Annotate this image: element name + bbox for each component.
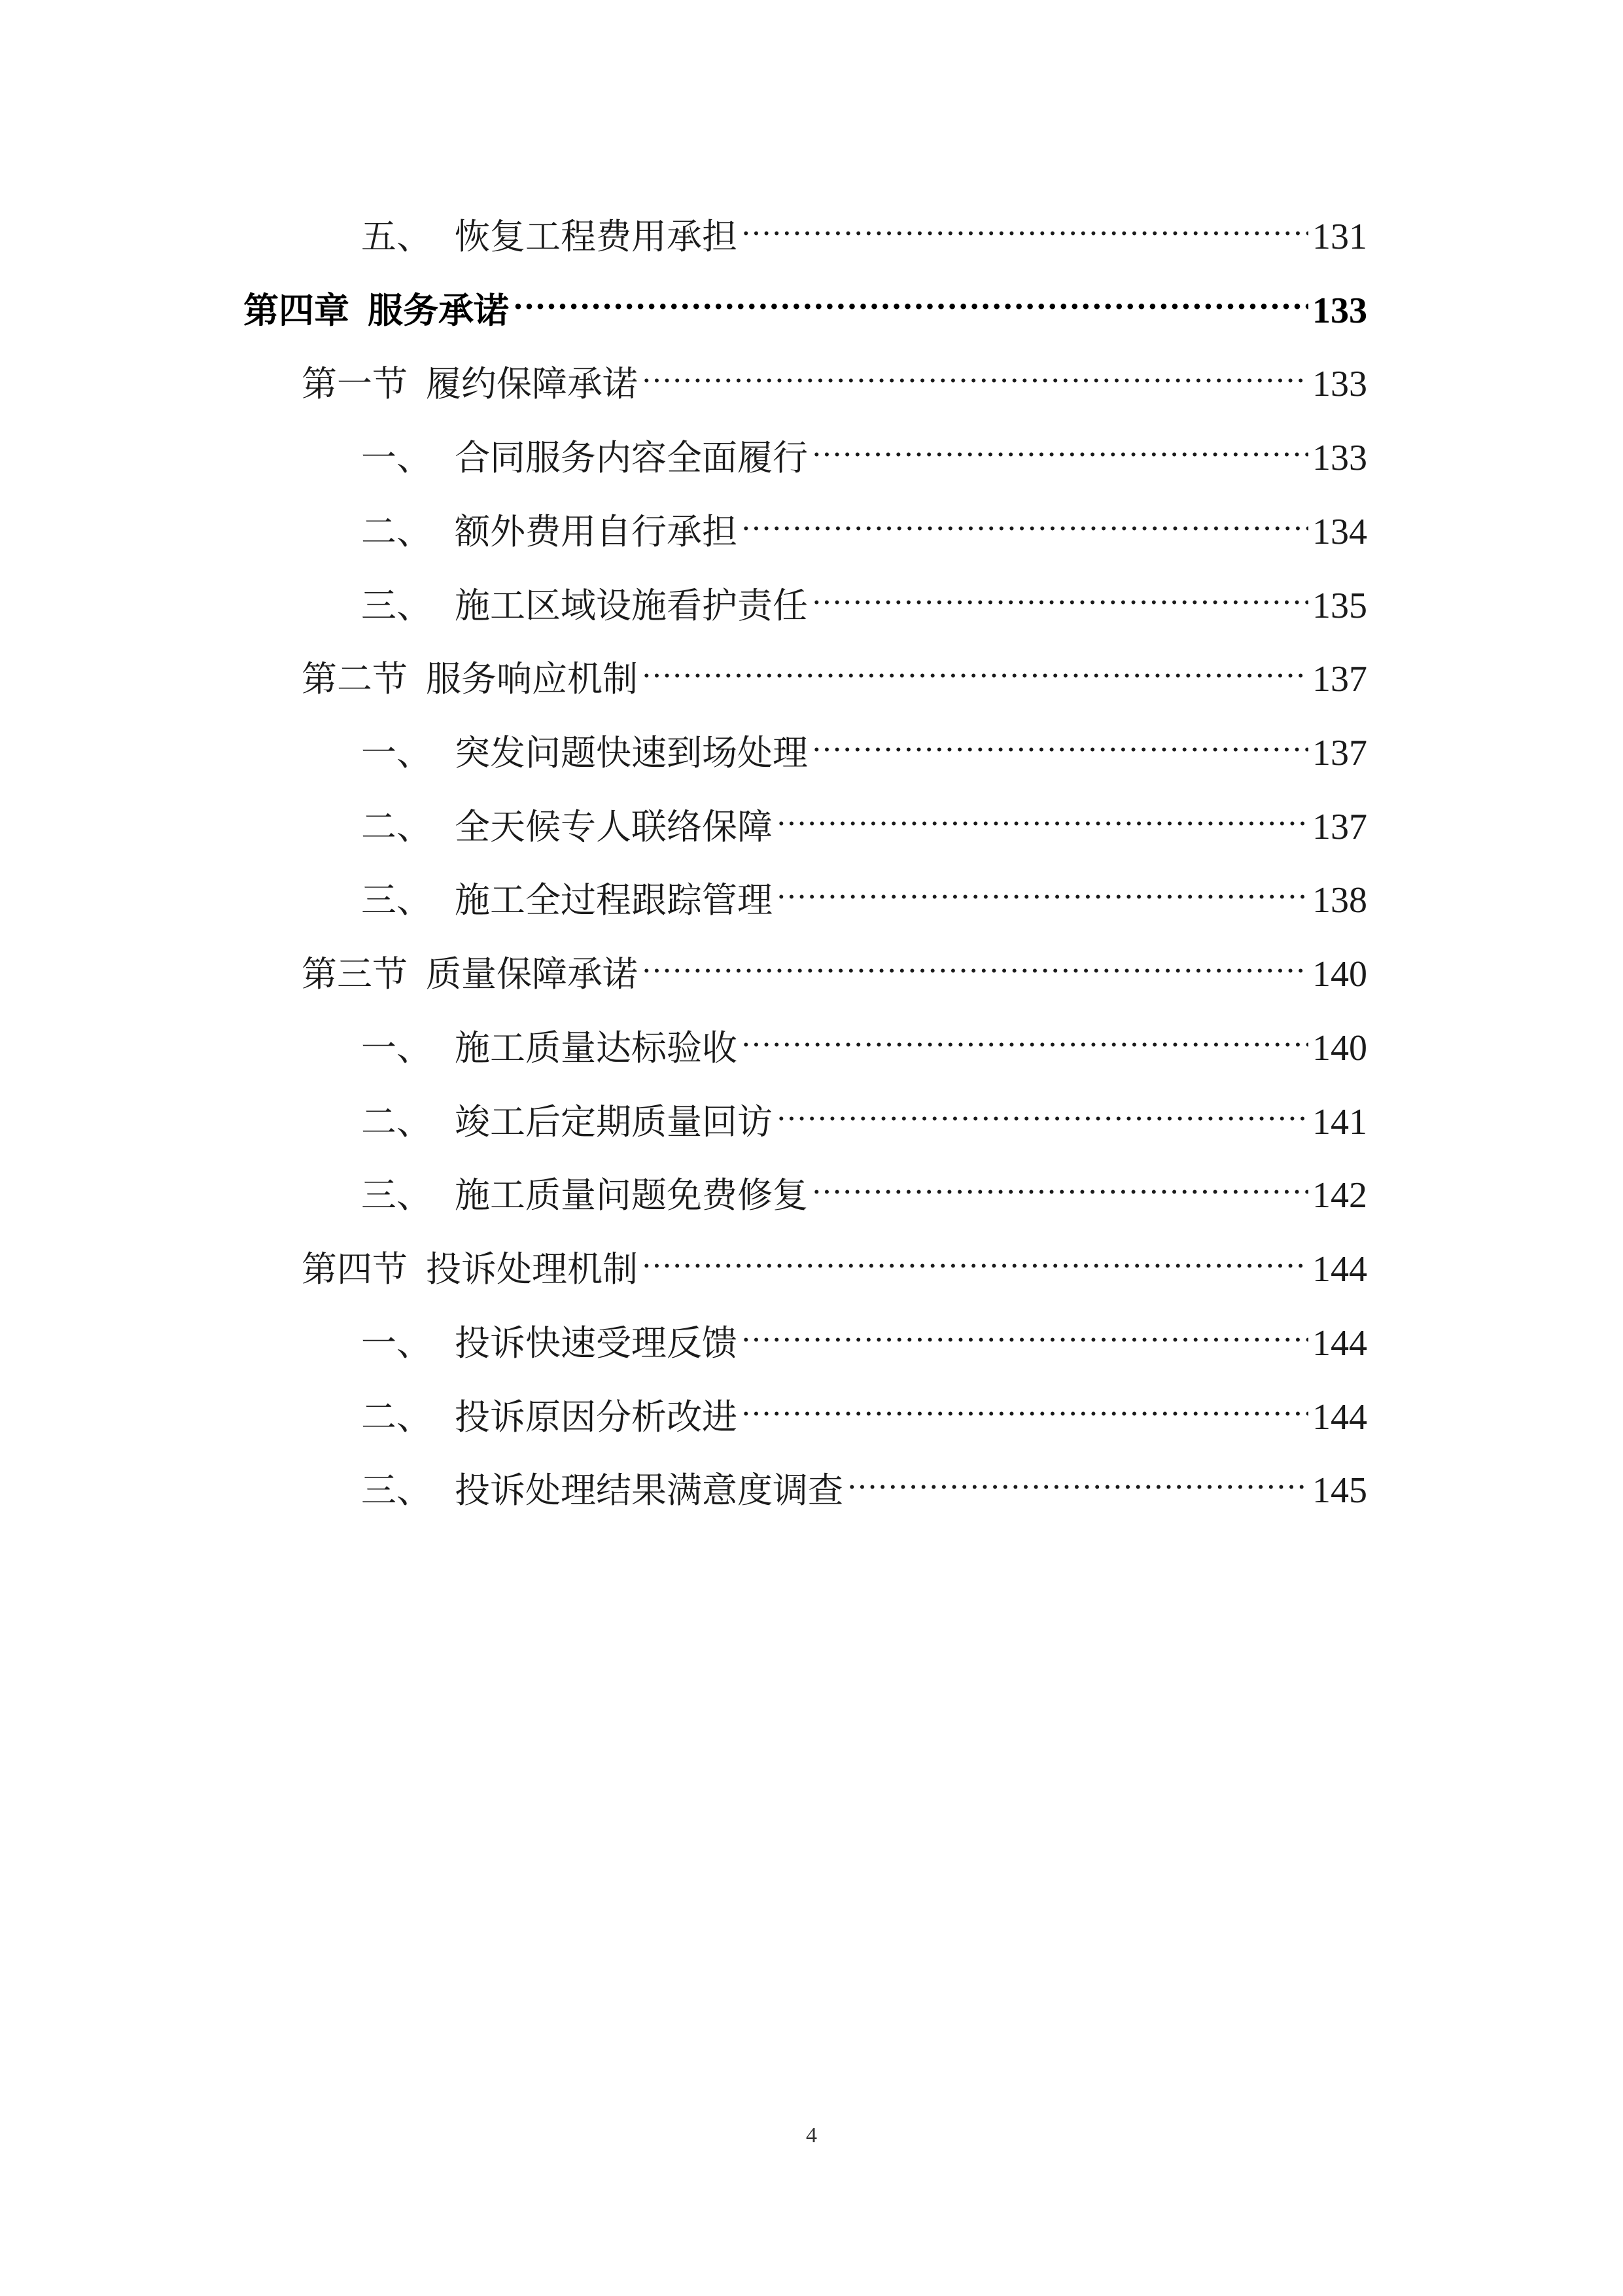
toc-entry[interactable] [361, 1082, 1367, 1142]
toc-dot-leader [741, 196, 1308, 249]
toc-entry-title: 质量保障承诺 [426, 953, 638, 995]
toc-dot-leader [847, 1450, 1308, 1502]
toc-section-entry[interactable] [302, 1229, 1367, 1290]
toc-entry-page: 141 [1312, 1102, 1367, 1142]
toc-entry-title: 投诉原因分析改进 [455, 1396, 737, 1438]
toc-entry-title: 竣工后定期质量回访 [455, 1101, 773, 1142]
toc-entry-page: 135 [1312, 586, 1367, 626]
toc-dot-leader [741, 1377, 1308, 1429]
toc-entry-number: 三、 [361, 879, 432, 921]
toc-entry-number: 二、 [361, 1101, 432, 1142]
toc-dot-leader [741, 1008, 1308, 1060]
toc-entry-title: 服务响应机制 [426, 658, 638, 699]
toc-entry[interactable] [361, 565, 1367, 626]
toc-entry[interactable] [361, 1450, 1367, 1511]
toc-entry[interactable] [361, 713, 1367, 773]
toc-section-entry[interactable] [302, 639, 1367, 699]
toc-entry-page: 144 [1312, 1397, 1367, 1438]
toc-entry[interactable] [361, 1377, 1367, 1438]
toc-entry-number: 五、 [361, 216, 432, 257]
toc-entry-number: 第二节 [302, 658, 408, 699]
toc-dot-leader [642, 344, 1308, 396]
toc-chapter-entry[interactable] [243, 270, 1367, 331]
page-number: 4 [806, 2123, 817, 2147]
toc-entry-title: 投诉快速受理反馈 [455, 1322, 737, 1364]
toc-entry-title: 施工质量达标验收 [455, 1027, 737, 1069]
toc-entry-page: 137 [1312, 807, 1367, 847]
toc-entry[interactable] [361, 1008, 1367, 1069]
toc-entry-title: 额外费用自行承担 [455, 511, 737, 552]
toc-entry-title: 全天候专人联络保障 [455, 806, 773, 847]
toc-entry-page: 138 [1312, 880, 1367, 921]
toc-entry-title: 合同服务内容全面履行 [455, 437, 808, 478]
toc-entry-number: 一、 [361, 1322, 432, 1364]
toc-dot-leader [777, 786, 1308, 839]
toc-entry-page: 134 [1312, 512, 1367, 552]
toc-entry[interactable] [361, 1303, 1367, 1364]
toc-dot-leader [812, 1155, 1308, 1207]
toc-dot-leader [812, 417, 1308, 470]
toc-entry-number: 三、 [361, 585, 432, 626]
toc-dot-leader [777, 1082, 1308, 1134]
toc-entry-title: 施工全过程跟踪管理 [455, 879, 773, 921]
toc-entry-page: 133 [1312, 364, 1367, 404]
toc-entry[interactable] [361, 860, 1367, 921]
toc-dot-leader [741, 1303, 1308, 1355]
toc-dot-leader [812, 565, 1308, 618]
toc-entry-number: 第四节 [302, 1248, 408, 1290]
toc-entry-number: 三、 [361, 1470, 432, 1511]
toc-entry[interactable] [361, 491, 1367, 552]
toc-dot-leader [513, 270, 1308, 323]
toc-entry-page: 133 [1312, 291, 1367, 331]
toc-entry-title: 投诉处理结果满意度调查 [455, 1470, 843, 1511]
toc-entry-number: 二、 [361, 511, 432, 552]
toc-entry[interactable] [361, 786, 1367, 847]
toc-section-entry[interactable] [302, 344, 1367, 404]
toc-dot-leader [642, 639, 1308, 691]
toc-entry-page: 140 [1312, 954, 1367, 995]
toc-entry-number: 一、 [361, 1027, 432, 1069]
toc-entry-title: 投诉处理机制 [426, 1248, 638, 1290]
toc-entry-page: 133 [1312, 438, 1367, 478]
toc-entry-title: 施工质量问题免费修复 [455, 1174, 808, 1216]
toc-entry-title: 突发问题快速到场处理 [455, 732, 808, 773]
toc-entry-title: 履约保障承诺 [426, 363, 638, 404]
toc-entry-page: 144 [1312, 1249, 1367, 1290]
toc-dot-leader [812, 713, 1308, 765]
toc-dot-leader [741, 491, 1308, 544]
toc-entry-number: 一、 [361, 732, 432, 773]
toc-entry-number: 二、 [361, 806, 432, 847]
toc-entry[interactable] [361, 196, 1367, 257]
toc-entry-number: 第三节 [302, 953, 408, 995]
toc-entry[interactable] [361, 417, 1367, 478]
toc-dot-leader [642, 1229, 1308, 1281]
toc-entry[interactable] [361, 1155, 1367, 1216]
toc-entry-page: 131 [1312, 217, 1367, 257]
toc-entry-number: 第一节 [302, 363, 408, 404]
toc-entry-page: 142 [1312, 1175, 1367, 1216]
toc-entry-number: 三、 [361, 1174, 432, 1216]
toc-entry-number: 一、 [361, 437, 432, 478]
toc-dot-leader [642, 934, 1308, 986]
toc-entry-title: 服务承诺 [368, 289, 509, 331]
toc-entry-page: 140 [1312, 1028, 1367, 1069]
toc-entry-number: 第四章 [243, 289, 349, 331]
toc-dot-leader [777, 860, 1308, 912]
toc-entry-page: 137 [1312, 659, 1367, 699]
toc-entry-number: 二、 [361, 1396, 432, 1438]
toc-entry-page: 145 [1312, 1470, 1367, 1511]
toc-entry-page: 137 [1312, 733, 1367, 773]
toc-entry-page: 144 [1312, 1323, 1367, 1364]
toc-entry-title: 施工区域设施看护责任 [455, 585, 808, 626]
toc-section-entry[interactable] [302, 934, 1367, 995]
toc-entry-title: 恢复工程费用承担 [455, 216, 737, 257]
